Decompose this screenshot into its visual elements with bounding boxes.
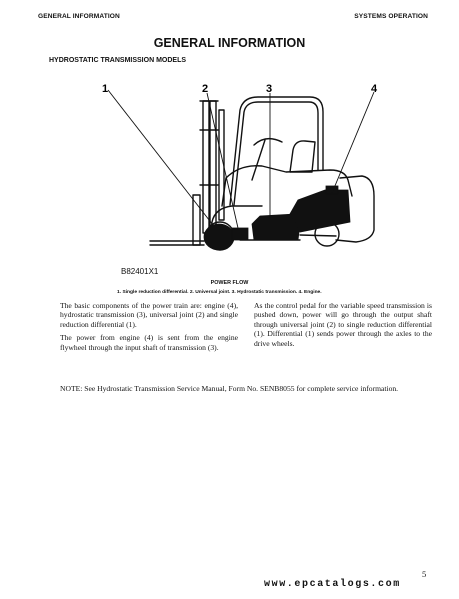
differential-shape [204,224,234,250]
figure-caption-title: POWER FLOW [210,280,249,286]
section-subtitle: HYDROSTATIC TRANSMISSION MODELS [49,57,187,64]
body-column-left [60,301,238,356]
callout-3: 3 [266,83,273,95]
running-header-left: GENERAL INFORMATION [38,13,120,20]
running-header-right: SYSTEMS OPERATION [354,13,428,20]
page-title: GENERAL INFORMATION [153,36,306,50]
page-number: 5 [422,569,427,579]
paragraph-control-pedal: As the control pedal for the variable speed transmission is pushed down, power will go through the output shaft through universal joint (2) to single reduction differential (1). Differential (1) sends power through the axles to the drive wheels. [254,301,432,348]
figure-caption-legend: 1. Single reduction differential. 2. Universal joint. 3. Hydrostatic transmission. 4. Engine. [117,290,322,295]
watermark: www.epcatalogs.com [264,579,401,590]
figure-code: B82401X1 [121,267,159,276]
service-manual-note: NOTE: See Hydrostatic Transmission Service Manual, Form No. SENB8055 for complete service information. [60,384,399,393]
callout-1: 1 [102,83,109,95]
callout-2: 2 [202,83,209,95]
paragraph-power-train-components: The basic components of the power train are: engine (4), hydrostatic transmission (3), universal joint (2) and single reduction differential (1). [60,301,238,329]
body-column-right [254,301,432,352]
engine-shape [290,190,350,232]
paragraph-engine-flywheel: The power from engine (4) is sent from the engine flywheel through the input shaft of transmission (3). [60,333,238,352]
callout-4: 4 [371,83,378,95]
universal-joint-shape [232,228,248,240]
